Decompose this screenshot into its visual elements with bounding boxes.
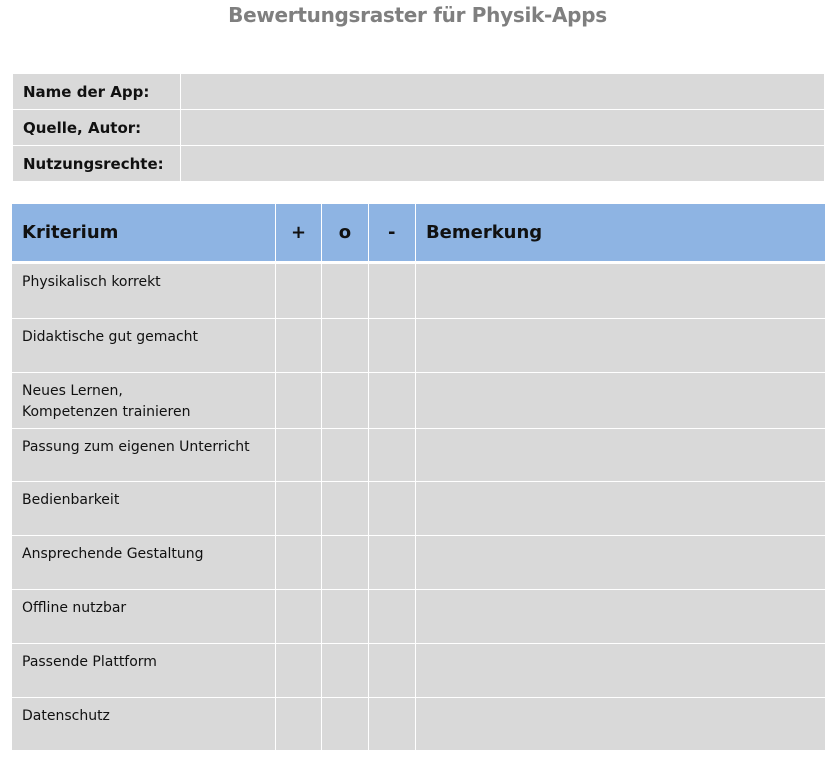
header-minus: - [368,204,415,261]
source-author-label: Quelle, Autor: [13,110,181,146]
app-info-table [12,73,825,182]
criterion-cell: Offline nutzbar [12,589,275,643]
plus-cell[interactable] [275,372,321,428]
criterion-cell: Datenschutz [12,697,275,750]
criterion-line-2: Kompetenzen trainieren [22,403,191,420]
criterion-cell: Passende Plattform [12,643,275,697]
app-name-label: Name der App: [13,74,181,110]
remark-cell[interactable] [415,428,825,481]
remark-cell[interactable] [415,372,825,428]
remark-cell[interactable] [415,318,825,372]
usage-rights-label: Nutzungsrechte: [13,146,181,182]
table-row [12,428,825,481]
minus-cell[interactable] [368,372,415,428]
rating-table [12,204,825,750]
table-row [12,535,825,589]
neutral-cell[interactable] [322,697,368,750]
remark-cell[interactable] [415,481,825,535]
header-neutral: o [322,204,368,261]
usage-rights-field[interactable] [181,146,825,182]
neutral-cell[interactable] [322,643,368,697]
neutral-cell[interactable] [322,318,368,372]
minus-cell[interactable] [368,535,415,589]
minus-cell[interactable] [368,589,415,643]
plus-cell[interactable] [275,535,321,589]
criterion-cell: Ansprechende Gestaltung [12,535,275,589]
table-row [12,264,825,318]
info-row-usage-rights [13,146,825,182]
minus-cell[interactable] [368,428,415,481]
neutral-cell[interactable] [322,481,368,535]
document-title: Bewertungsraster für Physik-Apps [228,3,607,27]
plus-cell[interactable] [275,589,321,643]
neutral-cell[interactable] [322,264,368,318]
neutral-cell[interactable] [322,589,368,643]
info-row-source-author [13,110,825,146]
minus-cell[interactable] [368,318,415,372]
table-row [12,589,825,643]
plus-cell[interactable] [275,481,321,535]
rating-table-header [12,204,825,261]
minus-cell[interactable] [368,697,415,750]
neutral-cell[interactable] [322,535,368,589]
info-row-app-name [13,74,825,110]
remark-cell[interactable] [415,697,825,750]
app-name-field[interactable] [181,74,825,110]
table-row [12,372,825,428]
criterion-cell: Passung zum eigenen Unterricht [12,428,275,481]
minus-cell[interactable] [368,643,415,697]
minus-cell[interactable] [368,264,415,318]
criterion-cell: Physikalisch korrekt [12,264,275,318]
table-row [12,643,825,697]
criterion-cell [12,372,275,428]
plus-cell[interactable] [275,643,321,697]
minus-cell[interactable] [368,481,415,535]
source-author-field[interactable] [181,110,825,146]
table-row [12,318,825,372]
remark-cell[interactable] [415,643,825,697]
neutral-cell[interactable] [322,428,368,481]
header-remark: Bemerkung [415,204,825,261]
table-row [12,481,825,535]
plus-cell[interactable] [275,318,321,372]
table-row [12,697,825,750]
plus-cell[interactable] [275,697,321,750]
criterion-cell: Didaktische gut gemacht [12,318,275,372]
neutral-cell[interactable] [322,372,368,428]
remark-cell[interactable] [415,535,825,589]
criterion-line-1: Neues Lernen, [22,382,123,399]
remark-cell[interactable] [415,264,825,318]
plus-cell[interactable] [275,428,321,481]
remark-cell[interactable] [415,589,825,643]
header-plus: + [275,204,321,261]
criterion-cell: Bedienbarkeit [12,481,275,535]
header-criterion: Kriterium [12,204,275,261]
plus-cell[interactable] [275,264,321,318]
